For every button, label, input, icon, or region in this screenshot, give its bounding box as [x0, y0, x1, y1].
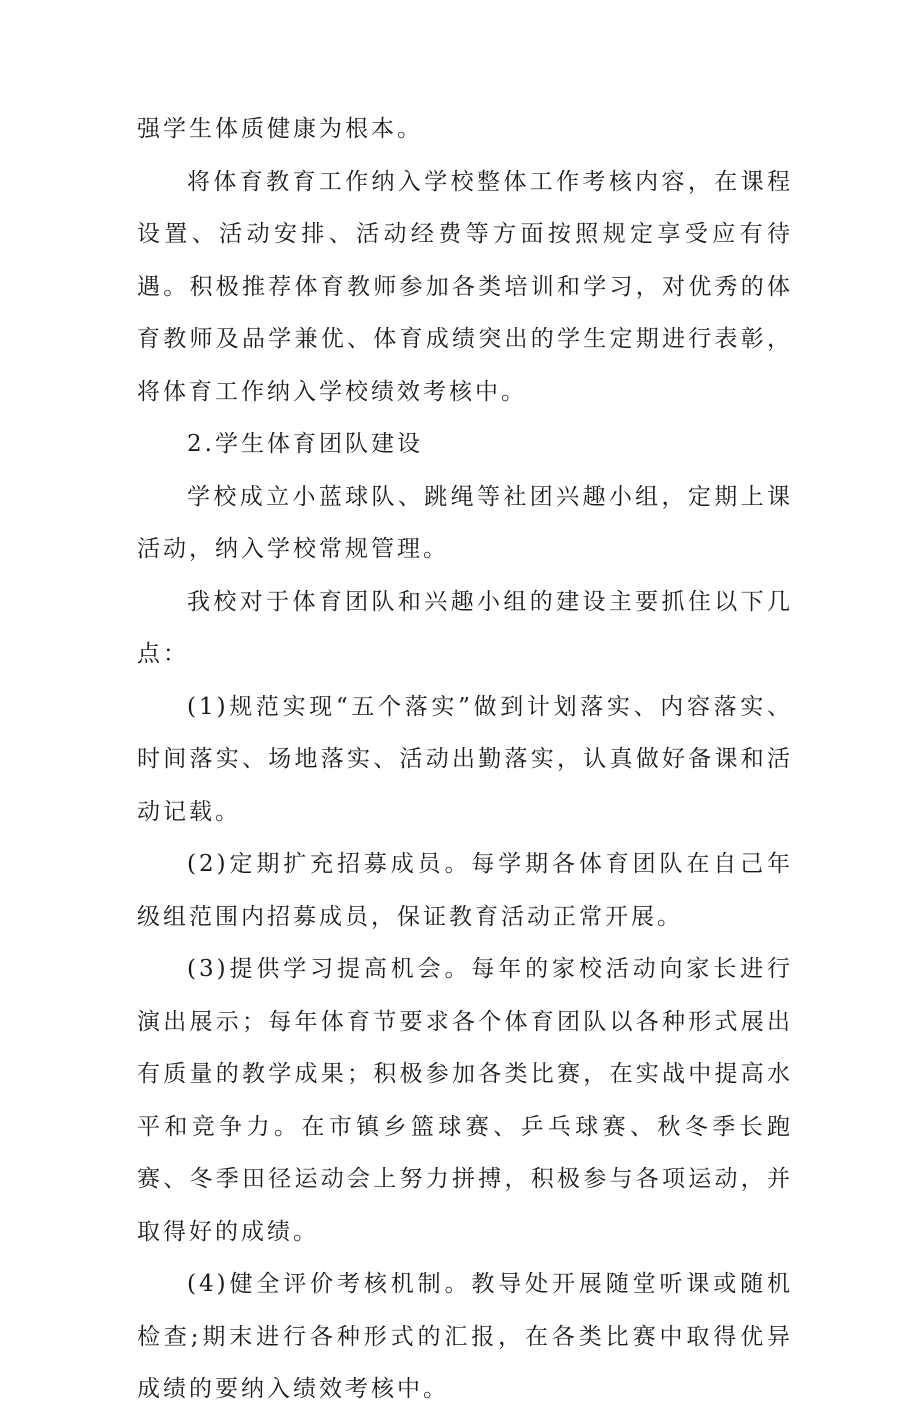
paragraph-continuation: 强学生体质健康为根本。 [137, 116, 423, 142]
section-heading: 2.学生体育团队建设 [187, 431, 423, 457]
list-item-2: (2)定期扩充招募成员。每学期各体育团队在自己年级组范围内招募成员，保证教育活动正常开展。 [137, 851, 793, 930]
paragraph-assessment: 将体育教育工作纳入学校整体工作考核内容，在课程设置、活动安排、活动经费等方面按照规定享受应有待遇。积极推荐体育教师参加各类培训和学习，对优秀的体育教师及品学兼优、体育成绩突出的学生定期进行表彰，将体育工作纳入学校绩效考核中。 [137, 168, 793, 405]
list-item-1: (1)规范实现“五个落实”做到计划落实、内容落实、时间落实、场地落实、活动出勤落实，认真做好备课和活动记载。 [137, 693, 793, 825]
document-body [137, 103, 793, 1416]
list-item-3: (3)提供学习提高机会。每年的家校活动向家长进行演出展示；每年体育节要求各个体育团队以各种形式展出有质量的教学成果；积极参加各类比赛，在实战中提高水平和竞争力。在市镇乡篮球赛、乒乓球赛、秋冬季长跑赛、冬季田径运动会上努力拼搏，积极参与各项运动，并取得好的成绩。 [137, 956, 793, 1245]
list-item-4: (4)健全评价考核机制。教导处开展随堂听课或随机检查;期末进行各种形式的汇报，在各类比赛中取得优异成绩的要纳入绩效考核中。 [137, 1271, 793, 1402]
paragraph-key-points-intro: 我校对于体育团队和兴趣小组的建设主要抓住以下几点： [137, 588, 793, 667]
paragraph-clubs: 学校成立小蓝球队、跳绳等社团兴趣小组，定期上课活动，纳入学校常规管理。 [137, 483, 793, 562]
